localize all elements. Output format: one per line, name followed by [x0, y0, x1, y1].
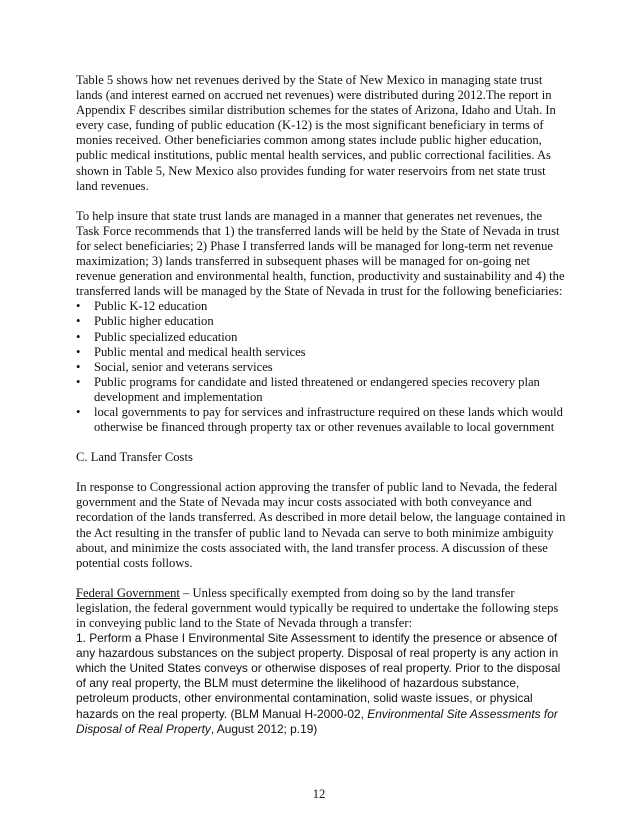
- paragraph-federal-government: Federal Government – Unless specifically exempted from doing so by the land transfer legislation, the federal government would typically be required to undertake the following steps in conveying public land to the State of Nevada through a transfer:: [76, 585, 559, 630]
- bullet-icon: •: [76, 344, 81, 359]
- bullet-icon: •: [76, 299, 81, 314]
- numbered-item-1: 1. Perform a Phase I Environmental Site Assessment to identify the presence or absence of any hazardous substances on the subject property. Disposal of real property is any action in which the United States conveys or otherwise disposes of real property. Prior to the disposal of any real property, the BLM must determine the likelihood of hazardous substance, petroleum products, other environmental contamination, solid waste issues, or physical hazards on the real property. (BLM Manual H-2000-02, Environmental Site Assessments for Disposal of Real Property, August 2012; p.19): [76, 631, 561, 736]
- page-number: 12: [312, 787, 326, 801]
- bullet-icon: •: [76, 374, 81, 389]
- list-item: • Social, senior and veterans services: [76, 359, 273, 374]
- paragraph-land-transfer-costs: In response to Congressional action approving the transfer of public land to Nevada, the federal government and the State of Nevada may incur costs associated with both conveyance and recordation of the lands transferred. As described in more detail below, the language contained in the Act resulting in the transfer of public land to Nevada can serve to both minimize ambiguity about, and minimize the costs associated with, the land transfer process. A discussion of these potential costs follows.: [76, 480, 566, 570]
- manual-title: Environmental Site Assessments for Disposal of Real Property: [76, 706, 558, 736]
- section-heading: C. Land Transfer Costs: [76, 450, 193, 465]
- beneficiaries-list: [76, 299, 566, 435]
- paragraph-revenue-distribution: Table 5 shows how net revenues derived by the State of New Mexico in managing state trust lands (and interest earned on accrued net revenues) were distributed during 2012.The report in Appendix F describes similar distribution schemes for the states of Arizona, Idaho and Utah. In every case, funding of public education (K-12) is the most significant beneficiary in terms of monies received. Other beneficiaries common among states include public higher education, public medical institutions, public mental health services, and public correctional facilities. As shown in Table 5, New Mexico also provides funding for water reservoirs from net state trust land revenues.: [76, 73, 556, 193]
- list-item: • Public programs for candidate and listed threatened or endangered species recovery plan development and implementation: [76, 374, 540, 404]
- page-body: [76, 73, 566, 737]
- bullet-icon: •: [76, 314, 81, 329]
- list-item: • Public mental and medical health services: [76, 344, 306, 359]
- list-item: • Public higher education: [76, 314, 214, 329]
- list-item: • Public specialized education: [76, 329, 238, 344]
- bullet-icon: •: [76, 359, 81, 374]
- list-item: • Public K-12 education: [76, 299, 208, 314]
- paragraph-task-force-recommendation: To help insure that state trust lands are managed in a manner that generates net revenues, the Task Force recommends that 1) the transferred lands will be held by the State of Nevada in trust for select beneficiaries; 2) Phase I transferred lands will be managed for long-term net revenue maximization; 3) lands transferred in subsequent phases will be managed for on-going net revenue generation and environmental health, function, productivity and sustainability and 4) the transferred lands will be managed by the State of Nevada in trust for the following beneficiaries:: [76, 208, 565, 299]
- bullet-icon: •: [76, 404, 81, 419]
- federal-government-heading: Federal Government: [76, 585, 180, 600]
- list-item: • local governments to pay for services and infrastructure required on these lands which would otherwise be financed through property tax or other revenues available to local government: [76, 404, 563, 435]
- bullet-icon: •: [76, 329, 81, 344]
